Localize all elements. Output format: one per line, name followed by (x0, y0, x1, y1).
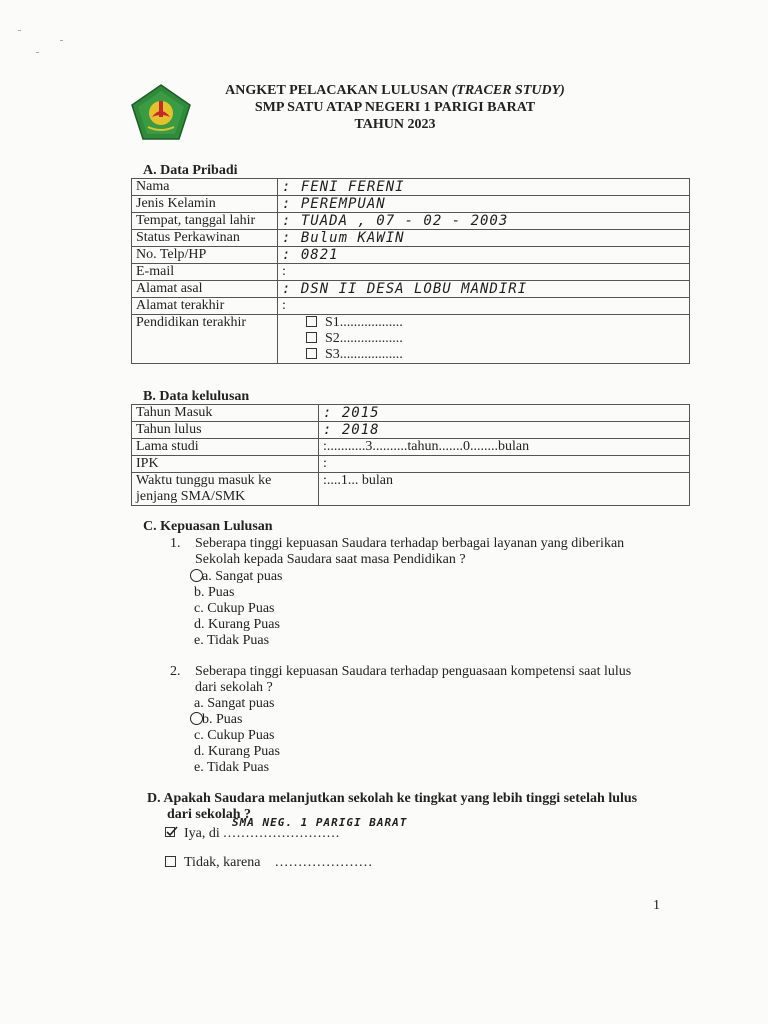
row-label: Nama (132, 179, 278, 196)
checked-checkbox-icon[interactable] (165, 826, 178, 838)
row-label: Pendidikan terakhir (132, 315, 278, 364)
email-field[interactable]: : (278, 264, 690, 281)
row-label: Status Perkawinan (132, 230, 278, 247)
education-option-s2[interactable] (282, 331, 685, 347)
question-number: 1. (170, 536, 181, 551)
option-label: b. Puas (202, 712, 243, 727)
row-label: Tempat, tanggal lahir (132, 213, 278, 230)
table-row (132, 439, 690, 456)
section-d-heading: D. Apakah Saudara melanjutkan sekolah ke tingkat yang lebih tinggi setelah lulus (147, 791, 638, 806)
section-d-heading-cont: dari sekolah ? (167, 807, 252, 822)
table-row (132, 281, 690, 298)
education-option-s3[interactable] (282, 347, 685, 363)
row-label: Alamat terakhir (132, 298, 278, 315)
birth-field[interactable]: : TUADA , 07 - 02 - 2003 (278, 213, 690, 230)
table-row (132, 230, 690, 247)
q1-option-a[interactable] (194, 569, 282, 585)
last-address-field[interactable]: : (278, 298, 690, 315)
q2-option-a[interactable]: a. Sangat puas (194, 696, 275, 711)
table-row (132, 179, 690, 196)
gpa-field[interactable]: : (319, 456, 690, 473)
q2-option-c[interactable]: c. Cukup Puas (194, 728, 275, 743)
entry-year-field[interactable]: : 2015 (319, 405, 690, 422)
question-2-text: dari sekolah ? (195, 680, 273, 695)
continued-school-value[interactable]: SMA NEG. 1 PARIGI BARAT (232, 816, 408, 829)
graduation-data-table (131, 404, 690, 506)
option-label: a. Sangat puas (202, 569, 283, 584)
q1-option-e[interactable]: e. Tidak Puas (194, 633, 270, 648)
table-row (132, 473, 690, 506)
section-c-heading: C. Kepuasan Lulusan (143, 519, 273, 534)
row-label: Tahun lulus (132, 422, 319, 439)
education-options (278, 315, 690, 364)
table-row (132, 213, 690, 230)
row-label: No. Telp/HP (132, 247, 278, 264)
row-label: Waktu tunggu masuk ke jenjang SMA/SMK (132, 473, 319, 506)
scan-speck (18, 30, 21, 31)
table-row (132, 315, 690, 364)
row-label: Lama studi (132, 439, 319, 456)
row-label: Jenis Kelamin (132, 196, 278, 213)
table-row (132, 422, 690, 439)
q2-option-d[interactable]: d. Kurang Puas (194, 744, 280, 759)
title-italic: (TRACER STUDY) (451, 83, 565, 98)
scan-speck (60, 40, 63, 41)
dotted-line: .......................... (223, 826, 341, 841)
checkbox-icon[interactable] (306, 332, 317, 343)
checkbox-icon[interactable] (306, 316, 317, 327)
school-logo-icon (130, 83, 192, 141)
row-label: IPK (132, 456, 319, 473)
personal-data-table (131, 178, 690, 364)
table-row (132, 264, 690, 281)
row-label: Tahun Masuk (132, 405, 319, 422)
question-2-text: Seberapa tinggi kepuasan Saudara terhadap penguasaan kompetensi saat lulus (195, 664, 632, 679)
form-title (200, 82, 590, 99)
option-label: S3.................. (325, 347, 403, 362)
study-duration-field[interactable]: :...........3..........tahun.......0........bulan (319, 439, 690, 456)
graduation-year-field[interactable]: : 2018 (319, 422, 690, 439)
section-b-heading: B. Data kelulusan (143, 389, 250, 404)
dotted-line: ………………… (274, 855, 373, 870)
origin-address-field[interactable]: : DSN II DESA LOBU MANDIRI (278, 281, 690, 298)
option-label: Tidak, karena (184, 855, 261, 870)
table-row (132, 456, 690, 473)
marital-field[interactable]: : Bulum KAWIN (278, 230, 690, 247)
q1-option-b[interactable]: b. Puas (194, 585, 235, 600)
waiting-time-field[interactable]: :....1... bulan (319, 473, 690, 506)
option-label: S1.................. (325, 315, 403, 330)
school-name: SMP SATU ATAP NEGERI 1 PARIGI BARAT (254, 100, 536, 115)
table-row (132, 247, 690, 264)
checkbox-icon[interactable] (165, 856, 176, 867)
q2-option-e[interactable]: e. Tidak Puas (194, 760, 270, 775)
title-text: ANGKET PELACAKAN LULUSAN (225, 83, 452, 98)
question-number: 2. (170, 664, 181, 679)
q1-option-c[interactable]: c. Cukup Puas (194, 601, 275, 616)
section-a-heading: A. Data Pribadi (143, 163, 238, 178)
table-row (132, 196, 690, 213)
table-row (132, 405, 690, 422)
page-number: 1 (653, 898, 660, 913)
q2-option-b[interactable] (194, 712, 242, 728)
table-row (132, 298, 690, 315)
education-option-s1[interactable] (282, 315, 685, 331)
row-label: Alamat asal (132, 281, 278, 298)
question-1-text: Sekolah kepada Saudara saat masa Pendidikan ? (195, 552, 466, 567)
option-label: S2.................. (325, 331, 403, 346)
option-label: Iya, di (184, 826, 220, 841)
checkbox-icon[interactable] (306, 348, 317, 359)
q1-option-d[interactable]: d. Kurang Puas (194, 617, 280, 632)
question-1-text: Seberapa tinggi kepuasan Saudara terhadap berbagai layanan yang diberikan (195, 536, 625, 551)
name-field[interactable]: : FENI FERENI (278, 179, 690, 196)
form-year: TAHUN 2023 (354, 117, 436, 132)
gender-field[interactable]: : PEREMPUAN (278, 196, 690, 213)
option-no[interactable] (165, 855, 372, 871)
scan-speck (36, 52, 39, 53)
row-label: E-mail (132, 264, 278, 281)
phone-field[interactable]: : 0821 (278, 247, 690, 264)
